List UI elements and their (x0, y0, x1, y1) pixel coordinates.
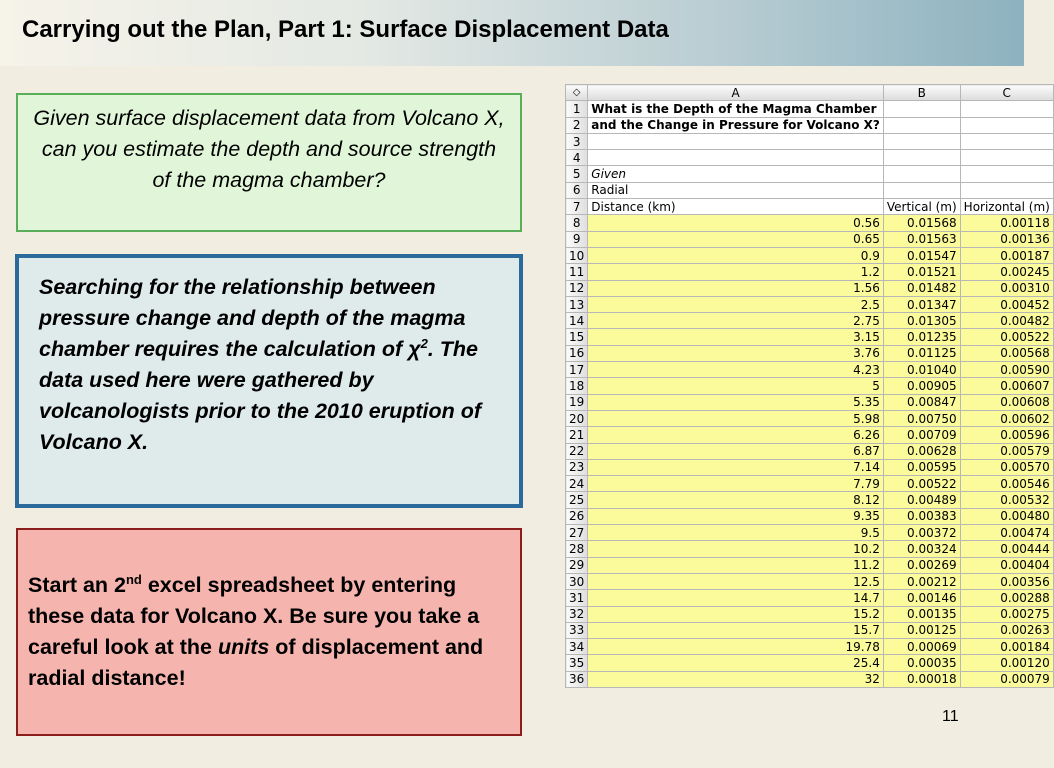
data-cell[interactable]: 0.00522 (960, 329, 1053, 345)
task-text-3: of displacement and radial distance! (28, 635, 484, 690)
chi-symbol: χ (408, 337, 421, 361)
sheet-cell[interactable] (960, 133, 1053, 149)
sheet-row (566, 573, 1054, 589)
sheet-row (566, 378, 1054, 394)
page-number: 11 (942, 708, 959, 725)
sheet-row (566, 117, 1054, 133)
sheet-cell[interactable]: Vertical (m) (883, 199, 960, 215)
row-header[interactable]: 35 (566, 655, 588, 671)
sheet-row (566, 362, 1054, 378)
data-cell[interactable]: 0.01547 (883, 247, 960, 263)
sheet-row (566, 280, 1054, 296)
data-cell[interactable]: 0.00212 (883, 573, 960, 589)
data-cell[interactable]: 15.7 (588, 622, 884, 638)
data-cell[interactable]: 0.00356 (960, 573, 1053, 589)
sheet-cell[interactable]: What is the Depth of the Magma Chamber (588, 101, 884, 117)
sheet-row (566, 541, 1054, 557)
data-cell[interactable]: 25.4 (588, 655, 884, 671)
data-cell[interactable]: 0.00079 (960, 671, 1053, 687)
sheet-row (566, 590, 1054, 606)
data-cell[interactable]: 0.00245 (960, 264, 1053, 280)
data-cell[interactable]: 5.98 (588, 410, 884, 426)
data-cell[interactable]: 0.00602 (960, 410, 1053, 426)
info-text-after: . The data used here were gathered by volcanologists prior to the 2010 eruption of Volcano X. (39, 337, 481, 454)
data-cell[interactable]: 0.00146 (883, 590, 960, 606)
sheet-cell[interactable] (588, 133, 884, 149)
data-cell[interactable]: 0.00018 (883, 671, 960, 687)
data-cell[interactable]: 0.00595 (883, 459, 960, 475)
data-cell[interactable]: 0.00590 (960, 362, 1053, 378)
data-cell[interactable]: 0.01563 (883, 231, 960, 247)
sheet-row (566, 296, 1054, 312)
column-header-a[interactable]: A (588, 85, 884, 101)
sheet-cell[interactable]: Distance (km) (588, 199, 884, 215)
sheet-row (566, 166, 1054, 182)
row-header[interactable]: 2 (566, 117, 588, 133)
data-cell[interactable]: 0.00324 (883, 541, 960, 557)
row-header[interactable]: 3 (566, 133, 588, 149)
data-cell[interactable]: 7.14 (588, 459, 884, 475)
data-cell[interactable]: 0.00709 (883, 427, 960, 443)
data-cell[interactable]: 0.56 (588, 215, 884, 231)
info-box (15, 254, 523, 508)
data-cell[interactable]: 11.2 (588, 557, 884, 573)
row-header[interactable]: 14 (566, 313, 588, 329)
sheet-row (566, 101, 1054, 117)
data-cell[interactable]: 0.00275 (960, 606, 1053, 622)
sheet-cell[interactable]: Horizontal (m) (960, 199, 1053, 215)
row-header[interactable]: 30 (566, 573, 588, 589)
data-cell[interactable]: 0.01568 (883, 215, 960, 231)
data-cell[interactable]: 0.00383 (883, 508, 960, 524)
sheet-row (566, 427, 1054, 443)
row-header[interactable]: 5 (566, 166, 588, 182)
sheet-row (566, 557, 1054, 573)
data-cell[interactable]: 0.00482 (960, 313, 1053, 329)
data-cell[interactable]: 5.35 (588, 394, 884, 410)
question-box (16, 93, 522, 232)
sheet-row (566, 476, 1054, 492)
sheet-cell[interactable]: Radial (588, 182, 884, 198)
data-cell[interactable]: 0.00120 (960, 655, 1053, 671)
row-header[interactable]: 6 (566, 182, 588, 198)
row-header[interactable]: 24 (566, 476, 588, 492)
data-cell[interactable]: 0.00069 (883, 639, 960, 655)
data-cell[interactable]: 0.01125 (883, 345, 960, 361)
sheet-row (566, 329, 1054, 345)
row-header[interactable]: 26 (566, 508, 588, 524)
data-cell[interactable]: 0.00489 (883, 492, 960, 508)
data-cell[interactable]: 0.01040 (883, 362, 960, 378)
row-header[interactable]: 22 (566, 443, 588, 459)
data-cell[interactable]: 0.00035 (883, 655, 960, 671)
data-cell[interactable]: 0.00628 (883, 443, 960, 459)
data-cell[interactable]: 0.00596 (960, 427, 1053, 443)
data-cell[interactable]: 0.00750 (883, 410, 960, 426)
row-header[interactable]: 15 (566, 329, 588, 345)
sheet-cell[interactable] (883, 166, 960, 182)
info-text-before: Searching for the relationship between pressure change and depth of the magma chamber requires the calculation of (39, 275, 466, 361)
data-cell[interactable]: 0.00184 (960, 639, 1053, 655)
data-cell[interactable]: 6.26 (588, 427, 884, 443)
data-cell[interactable]: 0.00136 (960, 231, 1053, 247)
row-header[interactable]: 13 (566, 296, 588, 312)
row-header[interactable]: 1 (566, 101, 588, 117)
data-cell[interactable]: 0.00452 (960, 296, 1053, 312)
data-cell[interactable]: 0.00444 (960, 541, 1053, 557)
spreadsheet (565, 84, 1054, 688)
sheet-cell[interactable] (883, 101, 960, 117)
data-cell[interactable]: 3.15 (588, 329, 884, 345)
data-cell[interactable]: 32 (588, 671, 884, 687)
data-cell[interactable]: 0.00570 (960, 459, 1053, 475)
sheet-row (566, 671, 1054, 687)
data-cell[interactable]: 4.23 (588, 362, 884, 378)
sheet-row (566, 639, 1054, 655)
data-cell[interactable]: 0.00579 (960, 443, 1053, 459)
sheet-cell[interactable] (883, 133, 960, 149)
row-header[interactable]: 19 (566, 394, 588, 410)
task-text-1: Start an 2 (28, 573, 126, 597)
sheet-cell[interactable] (960, 182, 1053, 198)
data-cell[interactable]: 3.76 (588, 345, 884, 361)
sheet-cell[interactable] (960, 117, 1053, 133)
data-cell[interactable]: 0.00118 (960, 215, 1053, 231)
sheet-row (566, 231, 1054, 247)
column-header-b[interactable]: B (883, 85, 960, 101)
sheet-cell[interactable] (588, 150, 884, 166)
sheet-cell[interactable]: and the Change in Pressure for Volcano X? (588, 117, 884, 133)
spreadsheet-body (566, 101, 1054, 688)
data-cell[interactable]: 0.00310 (960, 280, 1053, 296)
sheet-row (566, 443, 1054, 459)
sheet-cell[interactable] (960, 101, 1053, 117)
sheet-row (566, 492, 1054, 508)
data-cell[interactable]: 0.00607 (960, 378, 1053, 394)
title-bar (0, 0, 1024, 66)
data-cell[interactable]: 0.00546 (960, 476, 1053, 492)
data-cell[interactable]: 0.00480 (960, 508, 1053, 524)
row-header[interactable]: 8 (566, 215, 588, 231)
data-cell[interactable]: 0.65 (588, 231, 884, 247)
question-text: Given surface displacement data from Volcano X, can you estimate the depth and source strength of the magma chamber? (33, 106, 505, 192)
data-cell[interactable]: 0.00608 (960, 394, 1053, 410)
data-cell[interactable]: 0.00269 (883, 557, 960, 573)
info-text (39, 272, 503, 458)
data-cell[interactable]: 15.2 (588, 606, 884, 622)
data-cell[interactable]: 6.87 (588, 443, 884, 459)
data-cell[interactable]: 14.7 (588, 590, 884, 606)
sheet-row (566, 150, 1054, 166)
sheet-cell[interactable]: Given (588, 166, 884, 182)
row-header[interactable]: 20 (566, 410, 588, 426)
task-box (16, 528, 522, 736)
data-cell[interactable]: 5 (588, 378, 884, 394)
sheet-row (566, 394, 1054, 410)
ordinal-superscript: nd (125, 571, 142, 587)
select-all-corner[interactable]: ◇ (566, 85, 588, 101)
sheet-row (566, 215, 1054, 231)
sheet-row (566, 410, 1054, 426)
sheet-row (566, 313, 1054, 329)
data-cell[interactable]: 0.00568 (960, 345, 1053, 361)
sheet-row (566, 345, 1054, 361)
data-cell[interactable]: 2.75 (588, 313, 884, 329)
task-text-2: excel spreadsheet by entering these data for Volcano X. Be sure you take a careful look at the (28, 573, 480, 659)
sheet-row (566, 247, 1054, 263)
data-cell[interactable]: 8.12 (588, 492, 884, 508)
row-header[interactable]: 28 (566, 541, 588, 557)
data-cell[interactable]: 0.00125 (883, 622, 960, 638)
row-header[interactable]: 18 (566, 378, 588, 394)
row-header[interactable]: 7 (566, 199, 588, 215)
sheet-row (566, 525, 1054, 541)
row-header[interactable]: 34 (566, 639, 588, 655)
data-cell[interactable]: 19.78 (588, 639, 884, 655)
sheet-row (566, 508, 1054, 524)
sheet-row (566, 622, 1054, 638)
sheet-row (566, 182, 1054, 198)
row-header[interactable]: 4 (566, 150, 588, 166)
row-header[interactable]: 33 (566, 622, 588, 638)
sheet-row (566, 264, 1054, 280)
data-cell[interactable]: 0.00263 (960, 622, 1053, 638)
row-header[interactable]: 32 (566, 606, 588, 622)
data-cell[interactable]: 0.01482 (883, 280, 960, 296)
sheet-row (566, 606, 1054, 622)
data-cell[interactable]: 0.01521 (883, 264, 960, 280)
data-cell[interactable]: 9.35 (588, 508, 884, 524)
data-cell[interactable]: 2.5 (588, 296, 884, 312)
data-cell[interactable]: 0.01305 (883, 313, 960, 329)
data-cell[interactable]: 0.00474 (960, 525, 1053, 541)
data-cell[interactable]: 0.00905 (883, 378, 960, 394)
data-cell[interactable]: 0.00135 (883, 606, 960, 622)
slide-title: Carrying out the Plan, Part 1: Surface Displacement Data (22, 16, 669, 43)
data-cell[interactable]: 12.5 (588, 573, 884, 589)
sheet-row (566, 199, 1054, 215)
row-header[interactable]: 12 (566, 280, 588, 296)
row-header[interactable]: 17 (566, 362, 588, 378)
data-cell[interactable]: 0.00372 (883, 525, 960, 541)
data-cell[interactable]: 0.9 (588, 247, 884, 263)
sheet-row (566, 655, 1054, 671)
row-header[interactable]: 16 (566, 345, 588, 361)
row-header[interactable]: 9 (566, 231, 588, 247)
data-cell[interactable]: 0.00522 (883, 476, 960, 492)
data-cell[interactable]: 0.00847 (883, 394, 960, 410)
row-header[interactable]: 27 (566, 525, 588, 541)
data-cell[interactable]: 0.00404 (960, 557, 1053, 573)
row-header[interactable]: 21 (566, 427, 588, 443)
row-header[interactable]: 23 (566, 459, 588, 475)
units-emphasis: units (217, 635, 270, 659)
sheet-cell[interactable] (883, 117, 960, 133)
data-cell[interactable]: 0.00187 (960, 247, 1053, 263)
sheet-cell[interactable] (960, 150, 1053, 166)
data-cell[interactable]: 7.79 (588, 476, 884, 492)
sheet-cell[interactable] (883, 150, 960, 166)
data-cell[interactable]: 1.2 (588, 264, 884, 280)
sheet-cell[interactable] (960, 166, 1053, 182)
row-header[interactable]: 29 (566, 557, 588, 573)
column-header-c[interactable]: C (960, 85, 1053, 101)
sheet-cell[interactable] (883, 182, 960, 198)
sheet-row (566, 133, 1054, 149)
chi-superscript: 2 (420, 335, 428, 351)
row-header[interactable]: 11 (566, 264, 588, 280)
data-cell[interactable]: 0.00288 (960, 590, 1053, 606)
row-header[interactable]: 31 (566, 590, 588, 606)
data-cell[interactable]: 0.00532 (960, 492, 1053, 508)
data-cell[interactable]: 1.56 (588, 280, 884, 296)
data-cell[interactable]: 10.2 (588, 541, 884, 557)
task-text (28, 570, 510, 694)
row-header[interactable]: 10 (566, 247, 588, 263)
data-cell[interactable]: 0.01347 (883, 296, 960, 312)
column-header-row (566, 85, 1054, 101)
data-cell[interactable]: 0.01235 (883, 329, 960, 345)
row-header[interactable]: 36 (566, 671, 588, 687)
data-cell[interactable]: 9.5 (588, 525, 884, 541)
sheet-row (566, 459, 1054, 475)
row-header[interactable]: 25 (566, 492, 588, 508)
